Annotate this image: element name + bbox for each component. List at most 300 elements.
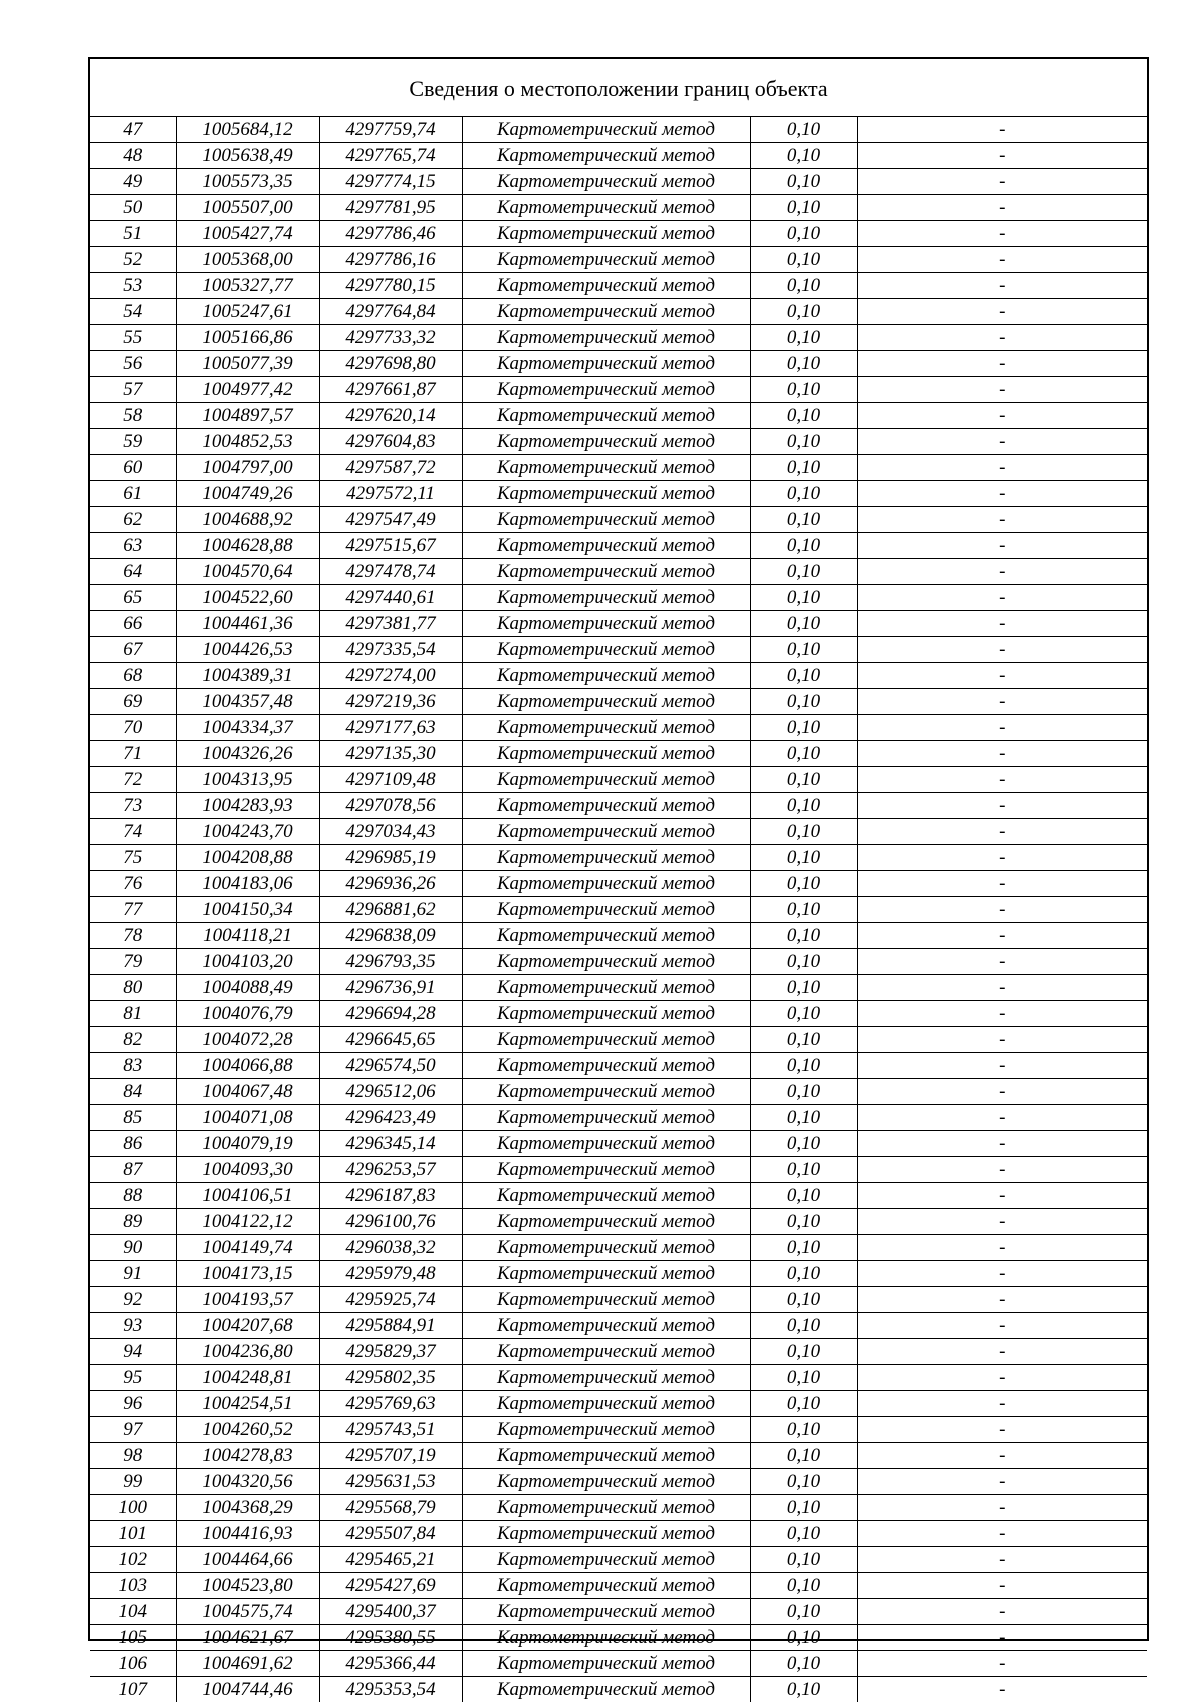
table-row bbox=[90, 1469, 1147, 1495]
point-number-cell: 94 bbox=[90, 1339, 176, 1365]
x-coordinate-cell: 1004193,57 bbox=[176, 1287, 319, 1313]
y-coordinate-cell: 4297661,87 bbox=[319, 377, 462, 403]
point-number-cell: 52 bbox=[90, 247, 176, 273]
table-row bbox=[90, 1287, 1147, 1313]
point-number-cell: 88 bbox=[90, 1183, 176, 1209]
note-cell: - bbox=[857, 819, 1147, 845]
y-coordinate-cell: 4297440,61 bbox=[319, 585, 462, 611]
point-number-cell: 61 bbox=[90, 481, 176, 507]
y-coordinate-cell: 4297587,72 bbox=[319, 455, 462, 481]
note-cell: - bbox=[857, 975, 1147, 1001]
point-number-cell: 55 bbox=[90, 325, 176, 351]
method-cell: Картометрический метод bbox=[462, 273, 750, 299]
y-coordinate-cell: 4295707,19 bbox=[319, 1443, 462, 1469]
method-cell: Картометрический метод bbox=[462, 975, 750, 1001]
y-coordinate-cell: 4295427,69 bbox=[319, 1573, 462, 1599]
method-cell: Картометрический метод bbox=[462, 1209, 750, 1235]
method-cell: Картометрический метод bbox=[462, 1157, 750, 1183]
y-coordinate-cell: 4296038,32 bbox=[319, 1235, 462, 1261]
table-row bbox=[90, 715, 1147, 741]
accuracy-cell: 0,10 bbox=[750, 1339, 857, 1365]
x-coordinate-cell: 1004150,34 bbox=[176, 897, 319, 923]
y-coordinate-cell: 4297759,74 bbox=[319, 117, 462, 143]
table-row bbox=[90, 1625, 1147, 1651]
point-number-cell: 84 bbox=[90, 1079, 176, 1105]
method-cell: Картометрический метод bbox=[462, 143, 750, 169]
note-cell: - bbox=[857, 377, 1147, 403]
note-cell: - bbox=[857, 1677, 1147, 1702]
note-cell: - bbox=[857, 793, 1147, 819]
method-cell: Картометрический метод bbox=[462, 1235, 750, 1261]
x-coordinate-cell: 1004897,57 bbox=[176, 403, 319, 429]
y-coordinate-cell: 4297135,30 bbox=[319, 741, 462, 767]
y-coordinate-cell: 4295979,48 bbox=[319, 1261, 462, 1287]
accuracy-cell: 0,10 bbox=[750, 1157, 857, 1183]
note-cell: - bbox=[857, 663, 1147, 689]
method-cell: Картометрический метод bbox=[462, 1001, 750, 1027]
method-cell: Картометрический метод bbox=[462, 1339, 750, 1365]
note-cell: - bbox=[857, 1443, 1147, 1469]
coordinates-table-body bbox=[90, 117, 1147, 1702]
table-row bbox=[90, 1001, 1147, 1027]
y-coordinate-cell: 4297698,80 bbox=[319, 351, 462, 377]
table-row bbox=[90, 117, 1147, 143]
note-cell: - bbox=[857, 767, 1147, 793]
accuracy-cell: 0,10 bbox=[750, 273, 857, 299]
table-row bbox=[90, 1495, 1147, 1521]
accuracy-cell: 0,10 bbox=[750, 559, 857, 585]
x-coordinate-cell: 1004691,62 bbox=[176, 1651, 319, 1677]
accuracy-cell: 0,10 bbox=[750, 1027, 857, 1053]
x-coordinate-cell: 1004122,12 bbox=[176, 1209, 319, 1235]
x-coordinate-cell: 1004149,74 bbox=[176, 1235, 319, 1261]
table-row bbox=[90, 1391, 1147, 1417]
note-cell: - bbox=[857, 845, 1147, 871]
accuracy-cell: 0,10 bbox=[750, 1521, 857, 1547]
y-coordinate-cell: 4296574,50 bbox=[319, 1053, 462, 1079]
point-number-cell: 62 bbox=[90, 507, 176, 533]
table-row bbox=[90, 507, 1147, 533]
note-cell: - bbox=[857, 1391, 1147, 1417]
point-number-cell: 95 bbox=[90, 1365, 176, 1391]
accuracy-cell: 0,10 bbox=[750, 247, 857, 273]
note-cell: - bbox=[857, 637, 1147, 663]
table-row bbox=[90, 1131, 1147, 1157]
point-number-cell: 56 bbox=[90, 351, 176, 377]
accuracy-cell: 0,10 bbox=[750, 507, 857, 533]
point-number-cell: 85 bbox=[90, 1105, 176, 1131]
accuracy-cell: 0,10 bbox=[750, 611, 857, 637]
point-number-cell: 57 bbox=[90, 377, 176, 403]
point-number-cell: 77 bbox=[90, 897, 176, 923]
accuracy-cell: 0,10 bbox=[750, 1235, 857, 1261]
y-coordinate-cell: 4296423,49 bbox=[319, 1105, 462, 1131]
note-cell: - bbox=[857, 1079, 1147, 1105]
note-cell: - bbox=[857, 715, 1147, 741]
y-coordinate-cell: 4297478,74 bbox=[319, 559, 462, 585]
x-coordinate-cell: 1004076,79 bbox=[176, 1001, 319, 1027]
accuracy-cell: 0,10 bbox=[750, 1677, 857, 1702]
point-number-cell: 64 bbox=[90, 559, 176, 585]
method-cell: Картометрический метод bbox=[462, 1183, 750, 1209]
table-row bbox=[90, 663, 1147, 689]
x-coordinate-cell: 1004088,49 bbox=[176, 975, 319, 1001]
note-cell: - bbox=[857, 689, 1147, 715]
table-row bbox=[90, 377, 1147, 403]
table-row bbox=[90, 845, 1147, 871]
note-cell: - bbox=[857, 1599, 1147, 1625]
table-row bbox=[90, 819, 1147, 845]
table-row bbox=[90, 455, 1147, 481]
method-cell: Картометрический метод bbox=[462, 507, 750, 533]
table-row bbox=[90, 299, 1147, 325]
note-cell: - bbox=[857, 1053, 1147, 1079]
y-coordinate-cell: 4295366,44 bbox=[319, 1651, 462, 1677]
point-number-cell: 79 bbox=[90, 949, 176, 975]
table-row bbox=[90, 923, 1147, 949]
y-coordinate-cell: 4295802,35 bbox=[319, 1365, 462, 1391]
x-coordinate-cell: 1004313,95 bbox=[176, 767, 319, 793]
method-cell: Картометрический метод bbox=[462, 793, 750, 819]
point-number-cell: 103 bbox=[90, 1573, 176, 1599]
y-coordinate-cell: 4295769,63 bbox=[319, 1391, 462, 1417]
note-cell: - bbox=[857, 923, 1147, 949]
note-cell: - bbox=[857, 1625, 1147, 1651]
table-row bbox=[90, 559, 1147, 585]
y-coordinate-cell: 4297781,95 bbox=[319, 195, 462, 221]
y-coordinate-cell: 4297765,74 bbox=[319, 143, 462, 169]
x-coordinate-cell: 1005507,00 bbox=[176, 195, 319, 221]
table-row bbox=[90, 143, 1147, 169]
note-cell: - bbox=[857, 533, 1147, 559]
method-cell: Картометрический метод bbox=[462, 247, 750, 273]
note-cell: - bbox=[857, 1287, 1147, 1313]
x-coordinate-cell: 1005368,00 bbox=[176, 247, 319, 273]
method-cell: Картометрический метод bbox=[462, 455, 750, 481]
note-cell: - bbox=[857, 403, 1147, 429]
point-number-cell: 53 bbox=[90, 273, 176, 299]
y-coordinate-cell: 4297604,83 bbox=[319, 429, 462, 455]
x-coordinate-cell: 1005247,61 bbox=[176, 299, 319, 325]
table-row bbox=[90, 949, 1147, 975]
table-row bbox=[90, 585, 1147, 611]
x-coordinate-cell: 1004093,30 bbox=[176, 1157, 319, 1183]
table-row bbox=[90, 741, 1147, 767]
method-cell: Картометрический метод bbox=[462, 1261, 750, 1287]
note-cell: - bbox=[857, 299, 1147, 325]
table-row bbox=[90, 1209, 1147, 1235]
table-row bbox=[90, 1313, 1147, 1339]
method-cell: Картометрический метод bbox=[462, 871, 750, 897]
point-number-cell: 73 bbox=[90, 793, 176, 819]
y-coordinate-cell: 4297547,49 bbox=[319, 507, 462, 533]
accuracy-cell: 0,10 bbox=[750, 1313, 857, 1339]
x-coordinate-cell: 1004688,92 bbox=[176, 507, 319, 533]
table-row bbox=[90, 1235, 1147, 1261]
note-cell: - bbox=[857, 507, 1147, 533]
x-coordinate-cell: 1004357,48 bbox=[176, 689, 319, 715]
table-row bbox=[90, 975, 1147, 1001]
y-coordinate-cell: 4297572,11 bbox=[319, 481, 462, 507]
method-cell: Картометрический метод bbox=[462, 195, 750, 221]
table-row bbox=[90, 897, 1147, 923]
x-coordinate-cell: 1004522,60 bbox=[176, 585, 319, 611]
x-coordinate-cell: 1004461,36 bbox=[176, 611, 319, 637]
point-number-cell: 90 bbox=[90, 1235, 176, 1261]
table-row bbox=[90, 351, 1147, 377]
x-coordinate-cell: 1004416,93 bbox=[176, 1521, 319, 1547]
note-cell: - bbox=[857, 481, 1147, 507]
x-coordinate-cell: 1004749,26 bbox=[176, 481, 319, 507]
accuracy-cell: 0,10 bbox=[750, 1209, 857, 1235]
accuracy-cell: 0,10 bbox=[750, 195, 857, 221]
table-row bbox=[90, 1027, 1147, 1053]
accuracy-cell: 0,10 bbox=[750, 325, 857, 351]
x-coordinate-cell: 1005684,12 bbox=[176, 117, 319, 143]
note-cell: - bbox=[857, 1313, 1147, 1339]
note-cell: - bbox=[857, 143, 1147, 169]
accuracy-cell: 0,10 bbox=[750, 689, 857, 715]
x-coordinate-cell: 1004797,00 bbox=[176, 455, 319, 481]
point-number-cell: 67 bbox=[90, 637, 176, 663]
point-number-cell: 69 bbox=[90, 689, 176, 715]
note-cell: - bbox=[857, 1573, 1147, 1599]
table-row bbox=[90, 767, 1147, 793]
note-cell: - bbox=[857, 1235, 1147, 1261]
point-number-cell: 48 bbox=[90, 143, 176, 169]
note-cell: - bbox=[857, 1547, 1147, 1573]
method-cell: Картометрический метод bbox=[462, 1677, 750, 1702]
method-cell: Картометрический метод bbox=[462, 1131, 750, 1157]
method-cell: Картометрический метод bbox=[462, 351, 750, 377]
accuracy-cell: 0,10 bbox=[750, 481, 857, 507]
point-number-cell: 106 bbox=[90, 1651, 176, 1677]
x-coordinate-cell: 1004173,15 bbox=[176, 1261, 319, 1287]
point-number-cell: 66 bbox=[90, 611, 176, 637]
y-coordinate-cell: 4296645,65 bbox=[319, 1027, 462, 1053]
table-row bbox=[90, 169, 1147, 195]
table-row bbox=[90, 273, 1147, 299]
method-cell: Картометрический метод bbox=[462, 741, 750, 767]
method-cell: Картометрический метод bbox=[462, 1625, 750, 1651]
x-coordinate-cell: 1004066,88 bbox=[176, 1053, 319, 1079]
table-row bbox=[90, 403, 1147, 429]
x-coordinate-cell: 1004072,28 bbox=[176, 1027, 319, 1053]
point-number-cell: 54 bbox=[90, 299, 176, 325]
y-coordinate-cell: 4295925,74 bbox=[319, 1287, 462, 1313]
note-cell: - bbox=[857, 1001, 1147, 1027]
method-cell: Картометрический метод bbox=[462, 1573, 750, 1599]
table-row bbox=[90, 1521, 1147, 1547]
method-cell: Картометрический метод bbox=[462, 689, 750, 715]
accuracy-cell: 0,10 bbox=[750, 429, 857, 455]
y-coordinate-cell: 4295568,79 bbox=[319, 1495, 462, 1521]
y-coordinate-cell: 4295631,53 bbox=[319, 1469, 462, 1495]
x-coordinate-cell: 1004106,51 bbox=[176, 1183, 319, 1209]
accuracy-cell: 0,10 bbox=[750, 1053, 857, 1079]
note-cell: - bbox=[857, 429, 1147, 455]
note-cell: - bbox=[857, 1027, 1147, 1053]
point-number-cell: 80 bbox=[90, 975, 176, 1001]
table-row bbox=[90, 637, 1147, 663]
note-cell: - bbox=[857, 1651, 1147, 1677]
accuracy-cell: 0,10 bbox=[750, 871, 857, 897]
table-row bbox=[90, 1079, 1147, 1105]
method-cell: Картометрический метод bbox=[462, 403, 750, 429]
y-coordinate-cell: 4296985,19 bbox=[319, 845, 462, 871]
accuracy-cell: 0,10 bbox=[750, 455, 857, 481]
table-row bbox=[90, 1183, 1147, 1209]
note-cell: - bbox=[857, 273, 1147, 299]
point-number-cell: 86 bbox=[90, 1131, 176, 1157]
method-cell: Картометрический метод bbox=[462, 949, 750, 975]
y-coordinate-cell: 4297034,43 bbox=[319, 819, 462, 845]
y-coordinate-cell: 4295465,21 bbox=[319, 1547, 462, 1573]
method-cell: Картометрический метод bbox=[462, 169, 750, 195]
point-number-cell: 100 bbox=[90, 1495, 176, 1521]
point-number-cell: 107 bbox=[90, 1677, 176, 1702]
x-coordinate-cell: 1004334,37 bbox=[176, 715, 319, 741]
accuracy-cell: 0,10 bbox=[750, 1287, 857, 1313]
table-row bbox=[90, 1339, 1147, 1365]
point-number-cell: 83 bbox=[90, 1053, 176, 1079]
point-number-cell: 72 bbox=[90, 767, 176, 793]
method-cell: Картометрический метод bbox=[462, 1391, 750, 1417]
accuracy-cell: 0,10 bbox=[750, 585, 857, 611]
table-row bbox=[90, 1443, 1147, 1469]
note-cell: - bbox=[857, 1417, 1147, 1443]
accuracy-cell: 0,10 bbox=[750, 1261, 857, 1287]
x-coordinate-cell: 1004283,93 bbox=[176, 793, 319, 819]
method-cell: Картометрический метод bbox=[462, 1365, 750, 1391]
accuracy-cell: 0,10 bbox=[750, 1079, 857, 1105]
x-coordinate-cell: 1004067,48 bbox=[176, 1079, 319, 1105]
point-number-cell: 104 bbox=[90, 1599, 176, 1625]
note-cell: - bbox=[857, 1183, 1147, 1209]
note-cell: - bbox=[857, 169, 1147, 195]
method-cell: Картометрический метод bbox=[462, 1495, 750, 1521]
accuracy-cell: 0,10 bbox=[750, 117, 857, 143]
y-coordinate-cell: 4296253,57 bbox=[319, 1157, 462, 1183]
x-coordinate-cell: 1004236,80 bbox=[176, 1339, 319, 1365]
note-cell: - bbox=[857, 1521, 1147, 1547]
accuracy-cell: 0,10 bbox=[750, 403, 857, 429]
point-number-cell: 60 bbox=[90, 455, 176, 481]
note-cell: - bbox=[857, 897, 1147, 923]
accuracy-cell: 0,10 bbox=[750, 533, 857, 559]
y-coordinate-cell: 4295353,54 bbox=[319, 1677, 462, 1702]
x-coordinate-cell: 1005638,49 bbox=[176, 143, 319, 169]
method-cell: Картометрический метод bbox=[462, 117, 750, 143]
y-coordinate-cell: 4297274,00 bbox=[319, 663, 462, 689]
point-number-cell: 75 bbox=[90, 845, 176, 871]
table-row bbox=[90, 793, 1147, 819]
note-cell: - bbox=[857, 585, 1147, 611]
point-number-cell: 71 bbox=[90, 741, 176, 767]
point-number-cell: 102 bbox=[90, 1547, 176, 1573]
method-cell: Картометрический метод bbox=[462, 429, 750, 455]
x-coordinate-cell: 1004248,81 bbox=[176, 1365, 319, 1391]
x-coordinate-cell: 1004852,53 bbox=[176, 429, 319, 455]
y-coordinate-cell: 4297774,15 bbox=[319, 169, 462, 195]
point-number-cell: 101 bbox=[90, 1521, 176, 1547]
y-coordinate-cell: 4297620,14 bbox=[319, 403, 462, 429]
note-cell: - bbox=[857, 1157, 1147, 1183]
x-coordinate-cell: 1004628,88 bbox=[176, 533, 319, 559]
point-number-cell: 76 bbox=[90, 871, 176, 897]
x-coordinate-cell: 1004320,56 bbox=[176, 1469, 319, 1495]
accuracy-cell: 0,10 bbox=[750, 1469, 857, 1495]
x-coordinate-cell: 1004183,06 bbox=[176, 871, 319, 897]
note-cell: - bbox=[857, 741, 1147, 767]
y-coordinate-cell: 4297515,67 bbox=[319, 533, 462, 559]
x-coordinate-cell: 1005573,35 bbox=[176, 169, 319, 195]
accuracy-cell: 0,10 bbox=[750, 793, 857, 819]
method-cell: Картометрический метод bbox=[462, 481, 750, 507]
method-cell: Картометрический метод bbox=[462, 299, 750, 325]
note-cell: - bbox=[857, 611, 1147, 637]
point-number-cell: 78 bbox=[90, 923, 176, 949]
x-coordinate-cell: 1004254,51 bbox=[176, 1391, 319, 1417]
accuracy-cell: 0,10 bbox=[750, 923, 857, 949]
y-coordinate-cell: 4296793,35 bbox=[319, 949, 462, 975]
accuracy-cell: 0,10 bbox=[750, 1443, 857, 1469]
method-cell: Картометрический метод bbox=[462, 715, 750, 741]
method-cell: Картометрический метод bbox=[462, 1053, 750, 1079]
point-number-cell: 93 bbox=[90, 1313, 176, 1339]
point-number-cell: 92 bbox=[90, 1287, 176, 1313]
accuracy-cell: 0,10 bbox=[750, 1365, 857, 1391]
point-number-cell: 91 bbox=[90, 1261, 176, 1287]
note-cell: - bbox=[857, 1339, 1147, 1365]
x-coordinate-cell: 1004071,08 bbox=[176, 1105, 319, 1131]
point-number-cell: 81 bbox=[90, 1001, 176, 1027]
x-coordinate-cell: 1005427,74 bbox=[176, 221, 319, 247]
x-coordinate-cell: 1004523,80 bbox=[176, 1573, 319, 1599]
y-coordinate-cell: 4296512,06 bbox=[319, 1079, 462, 1105]
accuracy-cell: 0,10 bbox=[750, 1625, 857, 1651]
y-coordinate-cell: 4295884,91 bbox=[319, 1313, 462, 1339]
y-coordinate-cell: 4296838,09 bbox=[319, 923, 462, 949]
method-cell: Картометрический метод bbox=[462, 533, 750, 559]
table-row bbox=[90, 871, 1147, 897]
accuracy-cell: 0,10 bbox=[750, 975, 857, 1001]
coordinates-table bbox=[90, 117, 1147, 1702]
method-cell: Картометрический метод bbox=[462, 637, 750, 663]
x-coordinate-cell: 1004243,70 bbox=[176, 819, 319, 845]
y-coordinate-cell: 4296881,62 bbox=[319, 897, 462, 923]
y-coordinate-cell: 4297780,15 bbox=[319, 273, 462, 299]
method-cell: Картометрический метод bbox=[462, 767, 750, 793]
method-cell: Картометрический метод bbox=[462, 1651, 750, 1677]
x-coordinate-cell: 1004208,88 bbox=[176, 845, 319, 871]
note-cell: - bbox=[857, 1131, 1147, 1157]
x-coordinate-cell: 1004464,66 bbox=[176, 1547, 319, 1573]
method-cell: Картометрический метод bbox=[462, 819, 750, 845]
method-cell: Картометрический метод bbox=[462, 1105, 750, 1131]
y-coordinate-cell: 4297335,54 bbox=[319, 637, 462, 663]
y-coordinate-cell: 4296736,91 bbox=[319, 975, 462, 1001]
accuracy-cell: 0,10 bbox=[750, 715, 857, 741]
table-row bbox=[90, 1053, 1147, 1079]
y-coordinate-cell: 4295829,37 bbox=[319, 1339, 462, 1365]
x-coordinate-cell: 1005327,77 bbox=[176, 273, 319, 299]
accuracy-cell: 0,10 bbox=[750, 767, 857, 793]
table-row bbox=[90, 1677, 1147, 1702]
method-cell: Картометрический метод bbox=[462, 923, 750, 949]
table-row bbox=[90, 689, 1147, 715]
table-row bbox=[90, 221, 1147, 247]
